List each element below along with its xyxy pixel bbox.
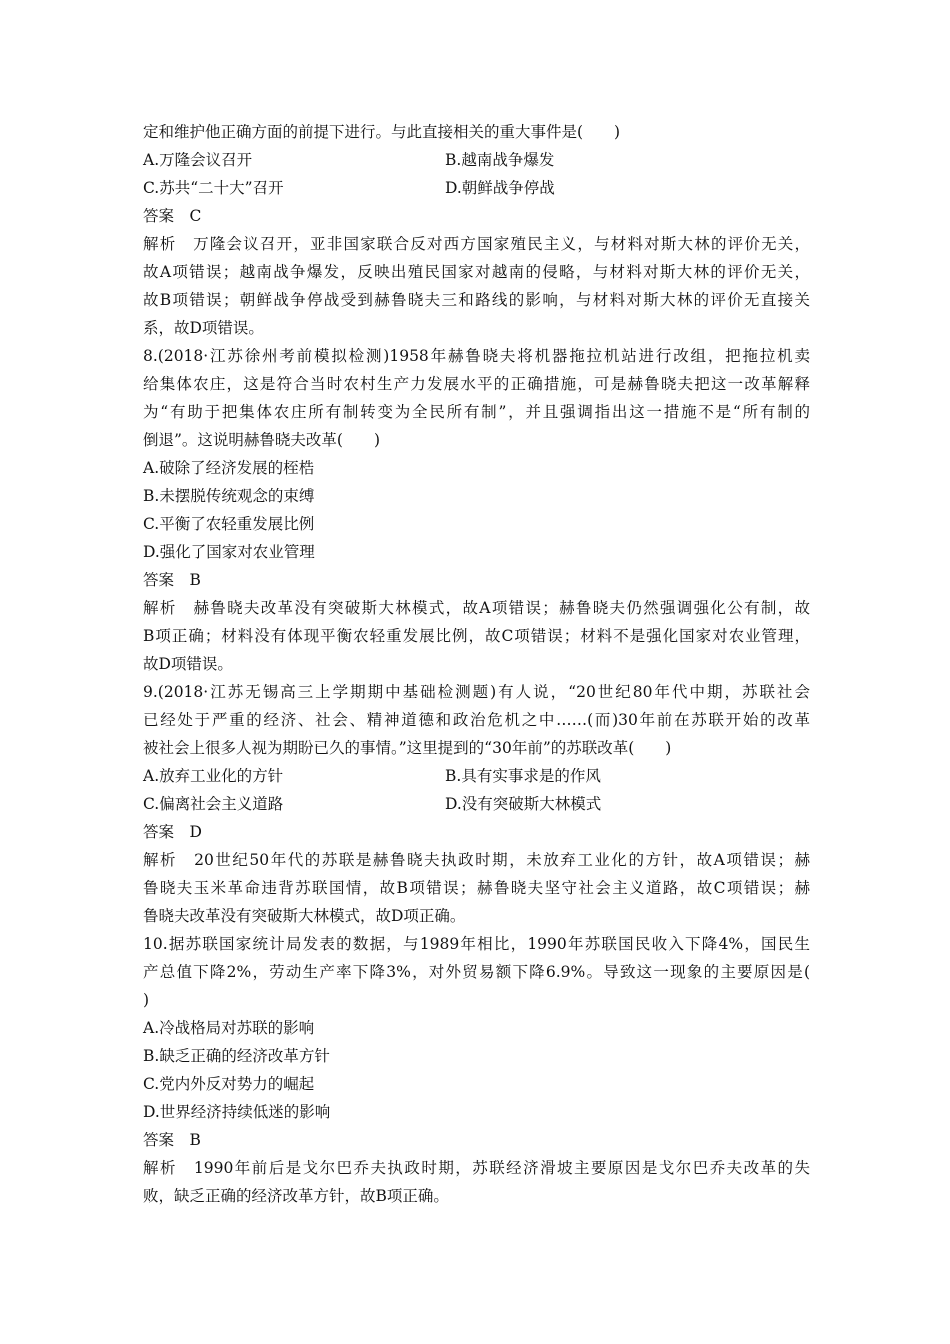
q8-stem-line: 给集体农庄，这是符合当时农村生产力发展水平的正确措施，可是赫鲁晓夫把这一改革解释: [143, 375, 810, 393]
q7-analysis-line: 故B项错误；朝鲜战争停战受到赫鲁晓夫三和路线的影响，与材料对斯大林的评价无直接关: [143, 291, 810, 309]
q7-analysis-line: 系，故D项错误。: [143, 319, 264, 337]
q10-stem-line: 10.据苏联国家统计局发表的数据，与1989年相比，1990年苏联国民收入下降4%，国民生: [143, 935, 810, 953]
q7-option-a: A.万隆会议召开: [143, 151, 253, 169]
q10-option-b: B.缺乏正确的经济改革方针: [143, 1047, 330, 1065]
q10-option-a: A.冷战格局对苏联的影响: [143, 1019, 315, 1037]
q9-stem-line: 被社会上很多人视为期盼已久的事情。”这里提到的“30年前”的苏联改革( ): [143, 739, 672, 757]
q9-option-b: B.具有实事求是的作风: [445, 767, 601, 785]
q10-analysis-line: 解析 1990年前后是戈尔巴乔夫执政时期，苏联经济滑坡主要原因是戈尔巴乔夫改革的失: [143, 1159, 810, 1177]
q9-stem-line: 已经处于严重的经济、社会、精神道德和政治危机之中……(而)30年前在苏联开始的改革: [143, 711, 810, 729]
q7-analysis-line: 故A项错误；越南战争爆发，反映出殖民国家对越南的侵略，与材料对斯大林的评价无关，: [143, 263, 810, 281]
q7-analysis-line: 解析 万隆会议召开，亚非国家联合反对西方国家殖民主义，与材料对斯大林的评价无关，: [143, 235, 810, 253]
q10-option-c: C.党内外反对势力的崛起: [143, 1075, 315, 1093]
q8-option-a: A.破除了经济发展的桎梏: [143, 459, 315, 477]
q8-analysis-line: B项正确；材料没有体现平衡农轻重发展比例，故C项错误；材料不是强化国家对农业管理，: [143, 627, 810, 645]
q8-stem-line: 倒退”。这说明赫鲁晓夫改革( ): [143, 431, 381, 449]
q8-stem-line: 8.(2018·江苏徐州考前模拟检测)1958年赫鲁晓夫将机器拖拉机站进行改组，把拖拉机卖: [143, 347, 810, 365]
q9-option-c: C.偏离社会主义道路: [143, 795, 284, 813]
q9-analysis-line: 鲁晓夫改革没有突破斯大林模式，故D项正确。: [143, 907, 466, 925]
q7-stem-tail: 定和维护他正确方面的前提下进行。与此直接相关的重大事件是( ): [143, 123, 621, 141]
q8-option-c: C.平衡了农轻重发展比例: [143, 515, 315, 533]
q7-answer: 答案 C: [143, 207, 202, 225]
q10-option-d: D.世界经济持续低迷的影响: [143, 1103, 331, 1121]
q10-answer: 答案 B: [143, 1131, 201, 1149]
q10-stem-line: ): [143, 991, 150, 1009]
q8-analysis-line: 解析 赫鲁晓夫改革没有突破斯大林模式，故A项错误；赫鲁晓夫仍然强调强化公有制，故: [143, 599, 810, 617]
q7-option-c: C.苏共“二十大”召开: [143, 179, 284, 197]
q10-stem-line: 产总值下降2%，劳动生产率下降3%，对外贸易额下降6.9%。导致这一现象的主要原因是(: [143, 963, 810, 981]
q9-analysis-line: 解析 20世纪50年代的苏联是赫鲁晓夫执政时期，未放弃工业化的方针，故A项错误；赫: [143, 851, 810, 869]
q9-option-a: A.放弃工业化的方针: [143, 767, 284, 785]
q8-stem-line: 为“有助于把集体农庄所有制转变为全民所有制”，并且强调指出这一措施不是“所有制的: [143, 403, 810, 421]
q9-answer: 答案 D: [143, 823, 202, 841]
q7-option-d: D.朝鲜战争停战: [445, 179, 555, 197]
q8-answer: 答案 B: [143, 571, 201, 589]
q8-option-d: D.强化了国家对农业管理: [143, 543, 315, 561]
q7-option-b: B.越南战争爆发: [445, 151, 555, 169]
q9-stem-line: 9.(2018·江苏无锡高三上学期期中基础检测题)有人说，“20世纪80年代中期，苏联社会: [143, 683, 810, 701]
q8-analysis-line: 故D项错误。: [143, 655, 233, 673]
q9-analysis-line: 鲁晓夫玉米革命违背苏联国情，故B项错误；赫鲁晓夫坚守社会主义道路，故C项错误；赫: [143, 879, 810, 897]
q9-option-d: D.没有突破斯大林模式: [445, 795, 602, 813]
q8-option-b: B.未摆脱传统观念的束缚: [143, 487, 315, 505]
q10-analysis-line: 败，缺乏正确的经济改革方针，故B项正确。: [143, 1187, 449, 1205]
